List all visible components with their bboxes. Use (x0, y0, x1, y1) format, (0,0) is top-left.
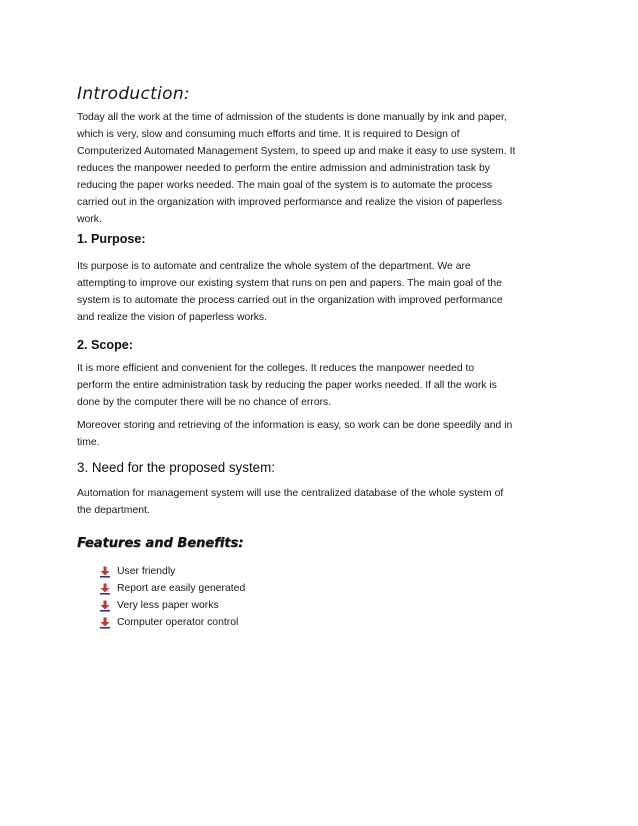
text-line: the department. (77, 505, 150, 516)
list-item (99, 580, 245, 597)
text-line: Computerized Automated Management System, to speed up and make it easy to use system. It (77, 146, 516, 157)
feature-label: Very less paper works (117, 600, 219, 611)
text-line: time. (77, 437, 100, 448)
feature-label: Computer operator control (117, 617, 239, 628)
feature-label: User friendly (117, 566, 176, 577)
text-line: reduces the manpower needed to perform the entire admission and administration task by (77, 163, 490, 174)
text-line: It is more efficient and convenient for the colleges. It reduces the manpower needed to (77, 363, 475, 374)
arrow-down-bullet-icon (99, 583, 111, 595)
text-line: attempting to improve our existing system that runs on pen and papers. The main goal of the (77, 278, 502, 289)
introduction-heading: Introduction: (77, 84, 190, 104)
purpose-paragraph (77, 258, 569, 326)
purpose-heading: 1. Purpose: (77, 232, 146, 246)
features-list (99, 563, 245, 631)
text-line: work. (77, 214, 102, 225)
text-line: Moreover storing and retrieving of the information is easy, so work can be done speedily and in (77, 420, 513, 431)
text-line: Its purpose is to automate and centralize the whole system of the department. We are (77, 261, 471, 272)
need-paragraph (77, 485, 569, 519)
text-line: and realize the vision of paperless works. (77, 312, 268, 323)
introduction-paragraph (77, 109, 569, 228)
arrow-down-bullet-icon (99, 600, 111, 612)
scope-paragraph-2 (77, 417, 569, 451)
text-line: system is to automate the process carried out in the organization with improved performance (77, 295, 503, 306)
text-line: carried out in the organization with improved performance and realize the vision of paperless (77, 197, 503, 208)
feature-label: Report are easily generated (117, 583, 246, 594)
list-item (99, 563, 245, 580)
text-line: Today all the work at the time of admission of the students is done manually by ink and paper, (77, 112, 507, 123)
arrow-down-bullet-icon (99, 617, 111, 629)
text-line: perform the entire administration task by reducing the paper works needed. If all the work is (77, 380, 497, 391)
text-line: Automation for management system will use the centralized database of the whole system of (77, 488, 504, 499)
list-item (99, 614, 245, 631)
list-item (99, 597, 245, 614)
text-line: which is very, slow and consuming much efforts and time. It is required to Design of (77, 129, 460, 140)
text-line: done by the computer there will be no chance of errors. (77, 397, 332, 408)
text-line: reducing the paper works needed. The main goal of the system is to automate the process (77, 180, 493, 191)
scope-paragraph (77, 360, 569, 411)
arrow-down-bullet-icon (99, 566, 111, 578)
need-heading: 3. Need for the proposed system: (77, 460, 275, 475)
features-heading: Features and Benefits: (77, 536, 244, 551)
scope-heading: 2. Scope: (77, 338, 133, 352)
